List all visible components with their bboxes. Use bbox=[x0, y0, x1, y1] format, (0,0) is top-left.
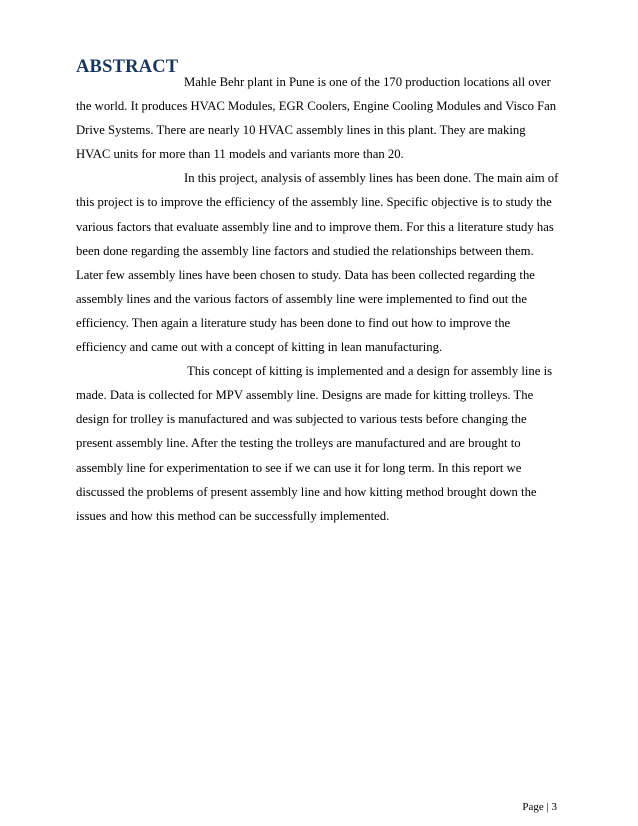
text-line: present assembly line. After the testing the trolleys are manufactured and are brought to bbox=[76, 436, 521, 451]
text-line: assembly line for experimentation to see if we can use it for long term. In this report we bbox=[76, 460, 522, 475]
abstract-heading: ABSTRACT bbox=[76, 57, 179, 77]
text-line: design for trolley is manufactured and was subjected to various tests before changing the bbox=[76, 412, 527, 427]
page-number: Page | 3 bbox=[522, 801, 557, 813]
abstract-body bbox=[76, 70, 563, 528]
text-line: In this project, analysis of assembly lines has been done. The main aim of bbox=[184, 171, 559, 186]
paragraph-1 bbox=[76, 70, 563, 166]
text-line: various factors that evaluate assembly line and to improve them. For this a literature study has bbox=[76, 219, 554, 234]
text-line: Drive Systems. There are nearly 10 HVAC assembly lines in this plant. They are making bbox=[76, 123, 526, 138]
text-line: the world. It produces HVAC Modules, EGR Coolers, Engine Cooling Modules and Visco Fan bbox=[76, 99, 557, 114]
text-line: this project is to improve the efficiency of the assembly line. Specific objective is to study the bbox=[76, 195, 552, 210]
text-line: Later few assembly lines have been chosen to study. Data has been collected regarding the bbox=[76, 267, 535, 282]
text-line: Mahle Behr plant in Pune is one of the 170 production locations all over bbox=[184, 75, 551, 89]
text-line: efficiency. Then again a literature study has been done to find out how to improve the bbox=[76, 315, 511, 330]
text-line: issues and how this method can be successfully implemented. bbox=[76, 508, 390, 523]
text-line: This concept of kitting is implemented and a design for assembly line is bbox=[187, 364, 553, 379]
text-line: efficiency and came out with a concept of kitting in lean manufacturing. bbox=[76, 340, 443, 355]
paragraph-3 bbox=[76, 359, 563, 528]
text-line: been done regarding the assembly line factors and studied the relationships between them. bbox=[76, 243, 534, 258]
paragraph-2 bbox=[76, 166, 563, 359]
text-line: assembly lines and the various factors of assembly line were implemented to find out the bbox=[76, 291, 527, 306]
text-line: made. Data is collected for MPV assembly line. Designs are made for kitting trolleys. The bbox=[76, 388, 534, 403]
text-line: discussed the problems of present assembly line and how kitting method brought down the bbox=[76, 484, 537, 499]
text-line: HVAC units for more than 11 models and variants more than 20. bbox=[76, 147, 404, 162]
